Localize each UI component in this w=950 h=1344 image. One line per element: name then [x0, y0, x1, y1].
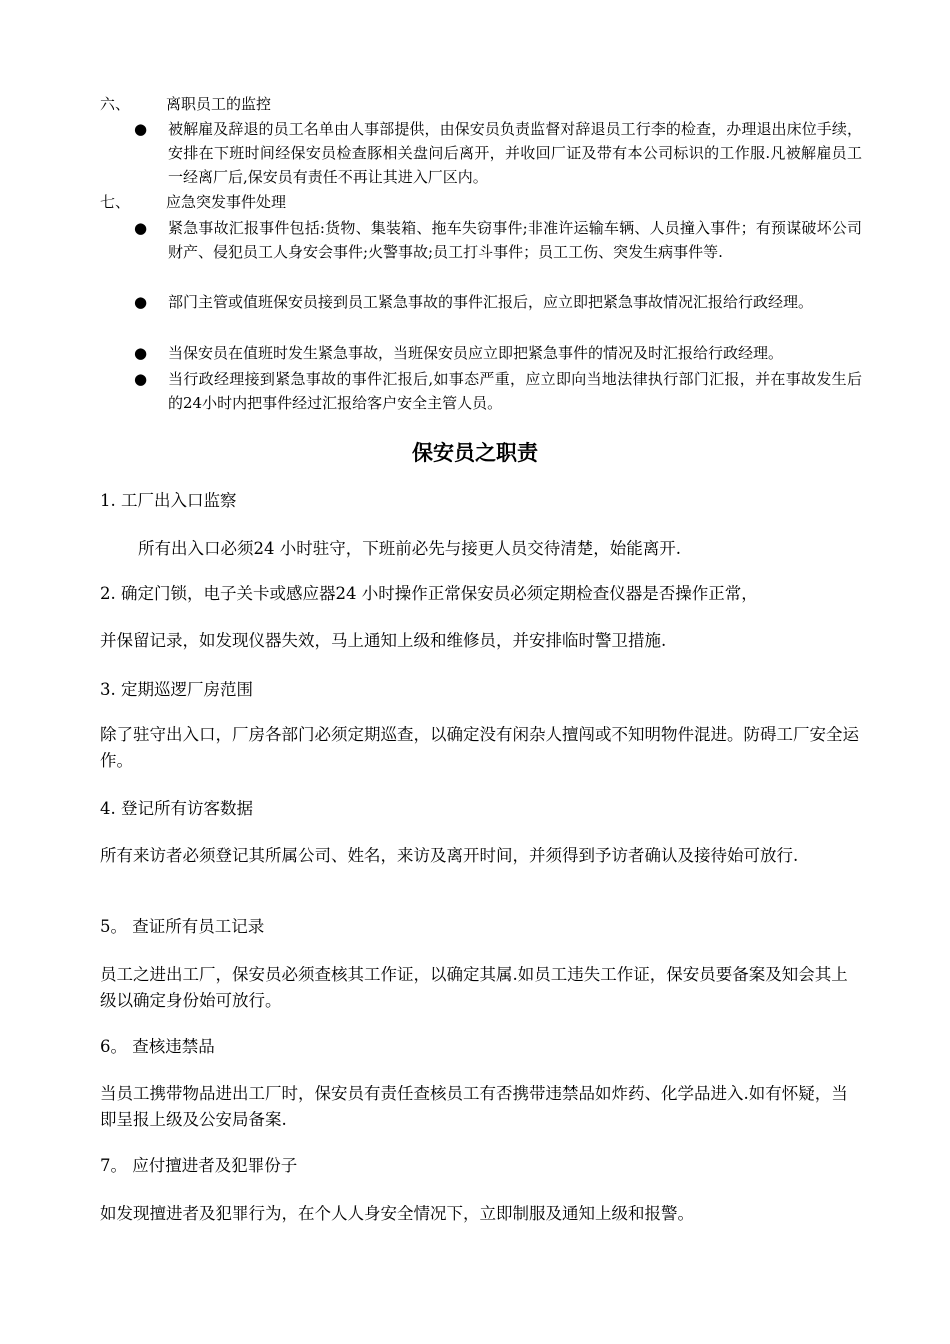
bullet-icon: ●	[134, 293, 148, 311]
bullet-icon: ●	[134, 370, 148, 388]
bullet-text: 部门主管或值班保安员接到员工紧急事故的事件汇报后，应立即把紧急事故情况汇报给行政经理。	[168, 293, 814, 311]
section-6-number: 六、	[100, 95, 131, 113]
section-7-heading	[100, 191, 286, 213]
section-7-bullet-3	[134, 341, 862, 365]
section-7-title: 应急突发事件处理	[166, 193, 287, 211]
duty-4-text: 所有来访者必须登记其所属公司、姓名，来访及离开时间，并须得到予访者确认及接待始可放行.	[100, 846, 799, 865]
duty-3-heading: 3. 定期巡逻厂房范围	[100, 680, 253, 699]
bullet-icon: ●	[134, 120, 148, 138]
duty-7-heading: 7。 应付擅进者及犯罪份子	[100, 1156, 298, 1175]
section-7-number: 七、	[100, 193, 131, 211]
bullet-text: 紧急事故汇报事件包括:货物、集装箱、拖车失窃事件;非准许运输车辆、人员撞入事件；有预谋破坏公司财产、侵犯员工人身安会事件;火警事故;员工打斗事件；员工工伤、突发生病事件等.	[168, 219, 862, 261]
duty-5-text: 员工之进出工厂，保安员必须查核其工作证，以确定其属.如员工违失工作证，保安员要备案及知会其上级以确定身份始可放行。	[100, 965, 848, 1010]
duty-7-text: 如发现擅进者及犯罪行为，在个人人身安全情况下，立即制服及通知上级和报警。	[100, 1204, 694, 1223]
duty-4-heading: 4. 登记所有访客数据	[100, 799, 253, 818]
duty-5-heading: 5。 查证所有员工记录	[100, 917, 265, 936]
duty-6-text: 当员工携带物品进出工厂时，保安员有责任查核员工有否携带违禁品如炸药、化学品进入.如有怀疑，当即呈报上级及公安局备案.	[100, 1084, 848, 1129]
duty-1-heading: 1. 工厂出入口监察	[100, 491, 237, 510]
section-7-bullet-4	[134, 367, 862, 415]
duty-2-heading: 2. 确定门锁，电子关卡或感应器24 小时操作正常保安员必须定期检查仪器是否操作正常，	[100, 584, 758, 603]
section-6-title: 离职员工的监控	[166, 95, 272, 113]
duty-2-text: 并保留记录，如发现仪器失效，马上通知上级和维修员，并安排临时警卫措施.	[100, 631, 667, 650]
duty-6-heading: 6。 查核违禁品	[100, 1037, 215, 1056]
section-7-bullet-1	[134, 216, 862, 264]
section-6-bullet-1	[134, 117, 862, 189]
section-7-bullet-2	[134, 290, 862, 314]
duty-1-text: 所有出入口必须24 小时驻守，下班前必先与接更人员交待清楚，始能离开.	[138, 539, 681, 558]
duty-3-text: 除了驻守出入口，厂房各部门必须定期巡查，以确定没有闲杂人擅闯或不知明物件混进。防碍工厂安全运作。	[100, 725, 859, 770]
bullet-icon: ●	[134, 344, 148, 362]
section-6-heading	[100, 93, 271, 115]
bullet-text: 当保安员在值班时发生紧急事故，当班保安员应立即把紧急事件的情况及时汇报给行政经理。	[168, 344, 784, 362]
bullet-icon: ●	[134, 219, 148, 237]
page-title: 保安员之职责	[412, 440, 538, 465]
bullet-text: 被解雇及辞退的员工名单由人事部提供，由保安员负责监督对辞退员工行李的检查，办理退出床位手续，安排在下班时间经保安员检查豚相关盘问后离开，并收回厂证及带有本公司标识的工作服.凡被解雇员工一经离厂后,保安员有责任不再让其进入厂区内。	[168, 120, 862, 186]
bullet-text: 当行政经理接到紧急事故的事件汇报后,如事态严重，应立即向当地法律执行部门汇报，并在事故发生后的24小时内把事件经过汇报给客户安全主管人员。	[168, 370, 862, 412]
